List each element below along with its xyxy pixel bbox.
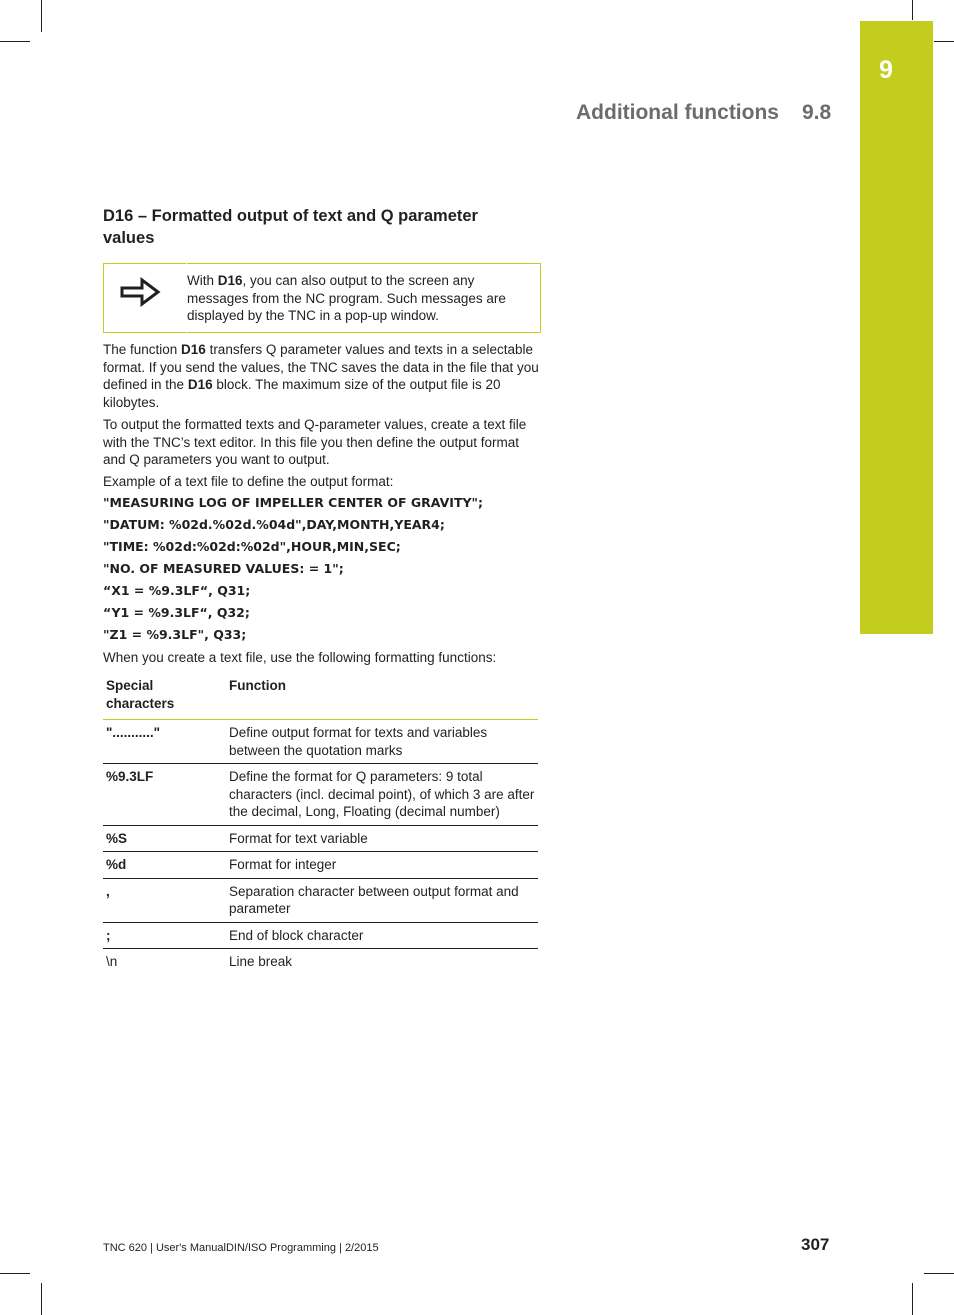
crop-mark: [912, 0, 913, 20]
code-line: "MEASURING LOG OF IMPELLER CENTER OF GRAVITY";: [103, 495, 484, 510]
paragraph-create-text-file: To output the formatted texts and Q-parameter values, create a text file with the TNC’s text editor. In this file you then define the output format and Q parameters you want to output.: [103, 417, 527, 467]
section-heading: D16 – Formatted output of text and Q parameter values: [103, 207, 478, 247]
crop-mark: [924, 1273, 954, 1274]
formatting-functions-table: [103, 673, 538, 975]
chapter-number: 9: [879, 56, 893, 84]
table-row: [103, 878, 538, 922]
header-section-number: 9.8: [802, 101, 832, 124]
special-character-cell: ;: [103, 922, 226, 949]
special-character-cell: "...........": [103, 720, 226, 764]
note-text-pre: With: [187, 273, 218, 288]
special-character-cell: ,: [103, 878, 226, 922]
page-number: 307: [801, 1235, 830, 1254]
crop-mark: [912, 1283, 913, 1315]
table-row: [103, 949, 538, 975]
crop-mark: [41, 0, 42, 32]
function-cell: Line break: [229, 954, 293, 969]
code-line: “Y1 = %9.3LF“, Q32;: [103, 605, 250, 620]
special-character-cell: %S: [103, 825, 226, 852]
function-cell: Define the format for Q parameters: 9 total characters (incl. decimal point), of which 3 are after the decimal, Long, Floating (decimal number): [226, 764, 538, 826]
paragraph-example-intro: Example of a text file to define the output format:: [103, 474, 394, 489]
table-header-row: [103, 673, 538, 720]
code-line: "TIME: %02d:%02d:%02d",HOUR,MIN,SEC;: [103, 539, 401, 554]
function-cell: End of block character: [226, 922, 538, 949]
code-d16: D16: [181, 342, 206, 357]
code-line: "DATUM: %02d.%02d.%04d",DAY,MONTH,YEAR4;: [103, 517, 445, 532]
crop-mark: [0, 1273, 30, 1274]
special-character-cell: %d: [103, 852, 226, 879]
crop-mark: [41, 1283, 42, 1315]
code-d16: D16: [187, 377, 213, 392]
note-box: [103, 263, 541, 333]
chapter-tab: [860, 21, 933, 634]
crop-mark: [934, 41, 954, 42]
table-row: [103, 720, 538, 764]
table-row: [103, 922, 538, 949]
special-character-cell: %9.3LF: [103, 764, 226, 826]
function-cell: Define output format for texts and variables between the quotation marks: [226, 720, 538, 764]
column-header-special-characters: Special characters: [103, 673, 226, 720]
code-line: "NO. OF MEASURED VALUES: = 1";: [103, 561, 344, 576]
paragraph-function-d16: [103, 341, 543, 411]
paragraph-formatting-intro: When you create a text file, use the following formatting functions:: [103, 650, 497, 665]
table-row: [103, 825, 538, 852]
table-row: [103, 852, 538, 879]
arrow-right-icon: [118, 272, 164, 312]
crop-mark: [0, 41, 30, 42]
text-run: transfers Q parameter values and texts in a selectable format. If you send the values, the TNC saves the data in the file that you defined in the: [103, 342, 539, 392]
note-code-d16: D16: [217, 273, 243, 288]
special-character-cell: \n: [106, 954, 118, 969]
function-cell: Separation character between output format and parameter: [226, 878, 538, 922]
text-run: The function: [103, 342, 182, 357]
header-title: Additional functions: [576, 101, 779, 124]
table-row: [103, 764, 538, 826]
note-text: [187, 272, 537, 325]
note-text-post: , you can also output to the screen any messages from the NC program. Such messages are displayed by the TNC in a pop-up window.: [187, 273, 506, 323]
column-header-function: Function: [226, 673, 538, 720]
function-cell: Format for text variable: [226, 825, 538, 852]
function-cell: Format for integer: [226, 852, 538, 879]
text-run: block. The maximum size of the output file is 20 kilobytes.: [103, 377, 501, 410]
footer-text: TNC 620 | User's ManualDIN/ISO Programming | 2/2015: [103, 1242, 379, 1254]
code-line: “X1 = %9.3LF“, Q31;: [103, 583, 251, 598]
code-line: "Z1 = %9.3LF", Q33;: [103, 627, 247, 642]
